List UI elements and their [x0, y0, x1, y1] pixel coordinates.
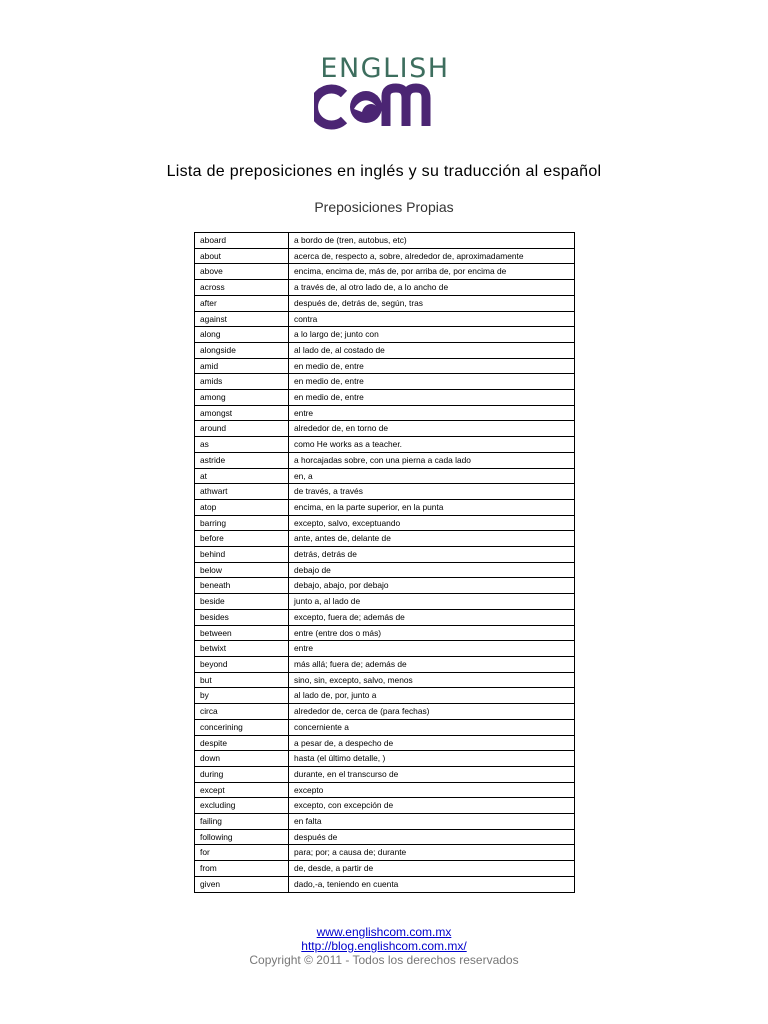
table-row	[195, 421, 575, 437]
spanish-translation: detrás, detrás de	[289, 547, 575, 563]
table-row	[195, 594, 575, 610]
table-row	[195, 295, 575, 311]
table-row	[195, 656, 575, 672]
english-preposition: beyond	[195, 656, 289, 672]
spanish-translation: debajo de	[289, 562, 575, 578]
english-preposition: except	[195, 782, 289, 798]
table-row	[195, 452, 575, 468]
english-preposition: as	[195, 437, 289, 453]
english-preposition: amids	[195, 374, 289, 390]
spanish-translation: para; por; a causa de; durante	[289, 845, 575, 861]
spanish-translation: a pesar de, a despecho de	[289, 735, 575, 751]
english-preposition: by	[195, 688, 289, 704]
spanish-translation: acerca de, respecto a, sobre, alrededor de, aproximadamente	[289, 248, 575, 264]
english-preposition: across	[195, 280, 289, 296]
english-preposition: beside	[195, 594, 289, 610]
table-row	[195, 751, 575, 767]
page-subtitle: Preposiciones Propias	[314, 199, 454, 215]
spanish-translation: sino, sin, excepto, salvo, menos	[289, 672, 575, 688]
spanish-translation: en falta	[289, 814, 575, 830]
spanish-translation: excepto	[289, 782, 575, 798]
copyright-text: Copyright © 2011 - Todos los derechos reservados	[249, 953, 519, 967]
table-row	[195, 311, 575, 327]
table-row	[195, 578, 575, 594]
english-preposition: despite	[195, 735, 289, 751]
table-row	[195, 782, 575, 798]
table-row	[195, 405, 575, 421]
table-row	[195, 374, 575, 390]
table-row	[195, 499, 575, 515]
table-row	[195, 766, 575, 782]
table-row	[195, 248, 575, 264]
english-preposition: amongst	[195, 405, 289, 421]
spanish-translation: como He works as a teacher.	[289, 437, 575, 453]
english-preposition: below	[195, 562, 289, 578]
table-row	[195, 484, 575, 500]
english-preposition: at	[195, 468, 289, 484]
table-row	[195, 876, 575, 892]
spanish-translation: entre	[289, 641, 575, 657]
english-preposition: circa	[195, 704, 289, 720]
table-row	[195, 280, 575, 296]
english-preposition: barring	[195, 515, 289, 531]
english-preposition: failing	[195, 814, 289, 830]
spanish-translation: de, desde, a partir de	[289, 861, 575, 877]
table-row	[195, 625, 575, 641]
english-preposition: following	[195, 829, 289, 845]
logo-com-graphic	[314, 82, 456, 132]
english-preposition: astride	[195, 452, 289, 468]
english-preposition: excluding	[195, 798, 289, 814]
spanish-translation: contra	[289, 311, 575, 327]
spanish-translation: entre	[289, 405, 575, 421]
spanish-translation: alrededor de, en torno de	[289, 421, 575, 437]
table-row	[195, 814, 575, 830]
table-row	[195, 358, 575, 374]
table-row	[195, 233, 575, 249]
table-row	[195, 547, 575, 563]
spanish-translation: más allá; fuera de; además de	[289, 656, 575, 672]
spanish-translation: a horcajadas sobre, con una pierna a cada lado	[289, 452, 575, 468]
table-row	[195, 845, 575, 861]
english-preposition: alongside	[195, 342, 289, 358]
spanish-translation: durante, en el transcurso de	[289, 766, 575, 782]
table-row	[195, 735, 575, 751]
table-row	[195, 327, 575, 343]
spanish-translation: en medio de, entre	[289, 374, 575, 390]
logo	[300, 52, 470, 134]
spanish-translation: a través de, al otro lado de, a lo ancho de	[289, 280, 575, 296]
english-preposition: between	[195, 625, 289, 641]
english-preposition: during	[195, 766, 289, 782]
spanish-translation: excepto, con excepción de	[289, 798, 575, 814]
table-row	[195, 609, 575, 625]
table-row	[195, 829, 575, 845]
footer-link-blog[interactable]	[0, 939, 768, 953]
table-row	[195, 861, 575, 877]
english-preposition: for	[195, 845, 289, 861]
english-preposition: among	[195, 390, 289, 406]
spanish-translation: junto a, al lado de	[289, 594, 575, 610]
english-preposition: besides	[195, 609, 289, 625]
spanish-translation: ante, antes de, delante de	[289, 531, 575, 547]
table-row	[195, 688, 575, 704]
spanish-translation: hasta (el último detalle, )	[289, 751, 575, 767]
spanish-translation: dado,-a, teniendo en cuenta	[289, 876, 575, 892]
spanish-translation: encima, en la parte superior, en la punta	[289, 499, 575, 515]
table-row	[195, 641, 575, 657]
english-preposition: but	[195, 672, 289, 688]
spanish-translation: a lo largo de; junto con	[289, 327, 575, 343]
english-preposition: betwixt	[195, 641, 289, 657]
english-preposition: given	[195, 876, 289, 892]
spanish-translation: excepto, salvo, exceptuando	[289, 515, 575, 531]
english-preposition: above	[195, 264, 289, 280]
spanish-translation: concerniente a	[289, 719, 575, 735]
prepositions-table	[194, 232, 575, 893]
spanish-translation: al lado de, al costado de	[289, 342, 575, 358]
spanish-translation: de través, a través	[289, 484, 575, 500]
english-preposition: against	[195, 311, 289, 327]
table-row	[195, 704, 575, 720]
english-preposition: along	[195, 327, 289, 343]
spanish-translation: debajo, abajo, por debajo	[289, 578, 575, 594]
logo-word-english: ENGLISH	[320, 53, 450, 84]
footer-link-website[interactable]	[0, 925, 768, 939]
table-row	[195, 468, 575, 484]
spanish-translation: a bordo de (tren, autobus, etc)	[289, 233, 575, 249]
spanish-translation: al lado de, por, junto a	[289, 688, 575, 704]
spanish-translation: en medio de, entre	[289, 390, 575, 406]
website-link[interactable]: www.englishcom.com.mx	[316, 925, 452, 939]
english-preposition: after	[195, 295, 289, 311]
english-preposition: from	[195, 861, 289, 877]
table-row	[195, 531, 575, 547]
spanish-translation: en medio de, entre	[289, 358, 575, 374]
table-row	[195, 264, 575, 280]
table-row	[195, 515, 575, 531]
spanish-translation: alrededor de, cerca de (para fechas)	[289, 704, 575, 720]
table-row	[195, 719, 575, 735]
english-preposition: down	[195, 751, 289, 767]
table-row	[195, 672, 575, 688]
spanish-translation: después de, detrás de, según, tras	[289, 295, 575, 311]
english-preposition: before	[195, 531, 289, 547]
english-preposition: amid	[195, 358, 289, 374]
english-preposition: concerining	[195, 719, 289, 735]
english-preposition: aboard	[195, 233, 289, 249]
english-preposition: about	[195, 248, 289, 264]
english-preposition: behind	[195, 547, 289, 563]
table-row	[195, 437, 575, 453]
english-preposition: athwart	[195, 484, 289, 500]
spanish-translation: después de	[289, 829, 575, 845]
spanish-translation: en, a	[289, 468, 575, 484]
spanish-translation: excepto, fuera de; además de	[289, 609, 575, 625]
spanish-translation: entre (entre dos o más)	[289, 625, 575, 641]
table-row	[195, 562, 575, 578]
english-preposition: around	[195, 421, 289, 437]
table-row	[195, 342, 575, 358]
table-row	[195, 798, 575, 814]
spanish-translation: encima, encima de, más de, por arriba de, por encima de	[289, 264, 575, 280]
blog-link[interactable]: http://blog.englishcom.com.mx/	[301, 939, 467, 953]
table-row	[195, 390, 575, 406]
english-preposition: atop	[195, 499, 289, 515]
page-title: Lista de preposiciones en inglés y su traducción al español	[166, 163, 602, 180]
english-preposition: beneath	[195, 578, 289, 594]
